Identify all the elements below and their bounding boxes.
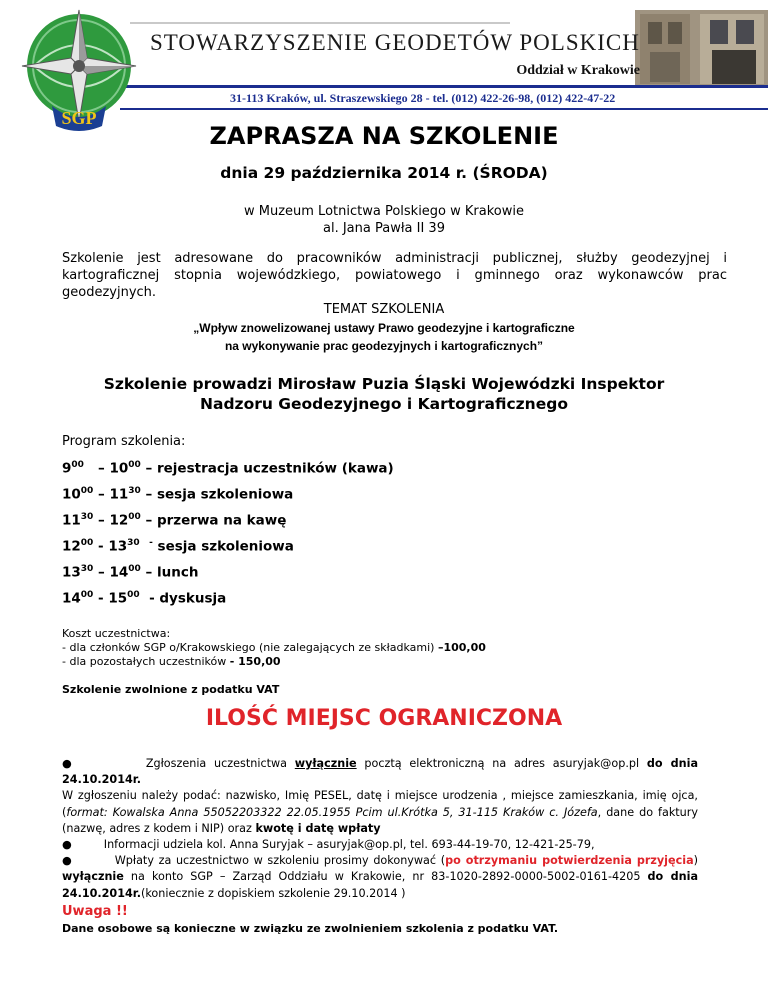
topic-label: TEMAT SZKOLENIA	[323, 302, 445, 317]
logo-text: SGP	[61, 108, 97, 128]
payment-line: ● Wpłaty za uczestnictwo w szkoleniu prosimy dokonywać (po otrzymaniu potwierdzenia przyjęcia) wyłącznie na konto SGP – Zarząd Oddziału w Krakowie, nr 83-1020-2892-0000-5002-0161-4205 do dnia 24.10.2014r.(koniecznie z dopiskiem szkolenie 29.10.2014 )	[62, 854, 699, 900]
program-item: $14^{00} - 15^{00}$ - dyskusja	[62, 590, 227, 607]
program-item: $12^{00} - 13^{30}$ - sesja szkoleniowa	[62, 538, 294, 555]
cost-others: - dla pozostałych uczestników - 150,00	[62, 655, 281, 668]
compass-logo-icon	[14, 4, 144, 134]
bullet-icon: ●	[62, 854, 73, 868]
intro-paragraph: Szkolenie jest adresowane do pracowników administracji publicznej, służby geodezyjnej i kartograficznej stopnia wojewódzkiego, powiatowego i gminnego oraz wykonawców prac geodezyjnych.	[62, 251, 727, 300]
event-date: dnia 29 października 2014 r. (ŚRODA)	[220, 164, 548, 182]
event-venue	[0, 203, 768, 237]
registration-notes	[62, 756, 698, 902]
organization-name: STOWARZYSZENIE GEODETÓW POLSKICH	[150, 30, 640, 55]
required-data-line: W zgłoszeniu należy podać: nazwisko, Imię PESEL, datę i miejsce urodzenia , miejsce zamieszkania, imię ojca, (format: Kowalska Anna 55052203322 22.05.1955 Pcim ul.Krótka 5, 31-115 Kraków c. Józefa, dane do faktury (nazwę, adres z kodem i NIP) oraz kwotę i datę wpłaty	[62, 789, 698, 835]
bullet-icon: ●	[62, 838, 72, 852]
program-item: $13^{30} - 14^{00}$ – lunch	[62, 564, 199, 581]
cost-members: - dla członków SGP o/Krakowskiego (nie zalegających ze składkami) –100,00	[62, 641, 486, 654]
sgp-logo	[14, 4, 144, 134]
bullet-icon: ●	[62, 757, 76, 770]
program-item: $10^{00} - 11^{30}$ – sesja szkoleniowa	[62, 486, 294, 503]
program-item: $11^{30} - 12^{00}$ – przerwa na kawę	[62, 512, 287, 529]
cost-section	[62, 627, 486, 669]
program-item: $9^{00}$ – $10^{00}$ – rejestracja uczestników (kawa)	[62, 460, 394, 477]
venue-line-1: w Muzeum Lotnictwa Polskiego w Krakowie	[243, 204, 525, 219]
venue-line-2: al. Jana Pawła II 39	[323, 221, 445, 236]
page-title: ZAPRASZA NA SZKOLENIE	[209, 122, 559, 150]
lecturer-line-1: Szkolenie prowadzi Mirosław Puzia Śląski Wojewódzki Inspektor	[103, 375, 665, 393]
organization-address: 31-113 Kraków, ul. Straszewskiego 28 - tel. (012) 422-26-98, (012) 422-47-22	[230, 91, 616, 105]
lecturer	[40, 374, 728, 414]
lecturer-line-2: Nadzoru Geodezyjnego i Kartograficznego	[200, 395, 568, 413]
warning-text: Dane osobowe są konieczne w związku ze zwolnieniem szkolenia z podatku VAT.	[62, 922, 559, 935]
topic	[0, 319, 768, 355]
registration-line: ● Zgłoszenia uczestnictwa wyłącznie pocztą elektroniczną na adres asuryjak@op.pl do dnia 24.10.2014r.	[62, 757, 698, 787]
vat-exempt-note: Szkolenie zwolnione z podatku VAT	[62, 683, 280, 696]
branch-name: Oddział w Krakowie	[516, 63, 640, 78]
topic-line-1: „Wpływ znowelizowanej ustawy Prawo geodezyjne i kartograficzne	[193, 321, 575, 335]
topic-line-2: na wykonywanie prac geodezyjnych i kartograficznych”	[224, 339, 544, 353]
warning-title: Uwaga !!	[62, 904, 128, 919]
limited-seats-heading: ILOŚĆ MIEJSC OGRANICZONA	[205, 706, 563, 731]
info-line: ● Informacji udziela kol. Anna Suryjak – asuryjak@op.pl, tel. 693-44-19-70, 12-421-25-79,	[62, 838, 595, 852]
program-label: Program szkolenia:	[62, 434, 186, 449]
cost-label: Koszt uczestnictwa:	[62, 627, 171, 640]
